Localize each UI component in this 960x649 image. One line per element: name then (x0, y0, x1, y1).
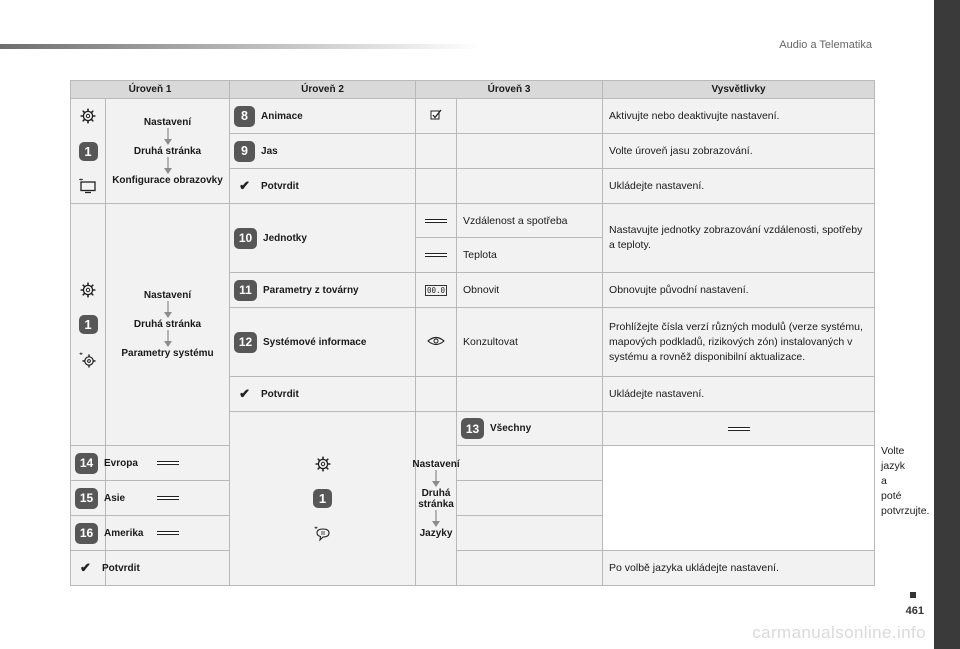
description-cell: Volte úroveň jasu zobrazování. (603, 134, 875, 169)
nav-step-settings: Nastavení (412, 458, 460, 470)
description-cell: Aktivujte nebo deaktivujte nastavení. (603, 99, 875, 134)
selection-bar-icon[interactable] (425, 253, 447, 257)
table-row (71, 446, 875, 481)
arrow-down-icon (163, 330, 173, 348)
symbol-cell (416, 377, 457, 412)
symbol-cell (416, 204, 457, 238)
nav-step-second-page: Druhá stránka (133, 319, 202, 330)
level1-nav-path (412, 412, 460, 586)
nav-step-system-params: Parametry systému (121, 348, 214, 359)
table-header-row (71, 81, 875, 99)
step-badge: 1 (313, 489, 332, 508)
description-cell: Obnovujte původní nastavení. (603, 273, 875, 308)
level1-icons (230, 412, 416, 586)
checkbox-checked-icon[interactable] (430, 109, 442, 121)
option-number-badge: 8 (234, 106, 255, 127)
value-cell (457, 516, 603, 551)
gear-icon (80, 282, 96, 298)
value-cell (457, 551, 603, 586)
eye-icon[interactable] (427, 336, 445, 346)
option-factory-settings[interactable] (230, 273, 416, 308)
option-number-badge: 14 (75, 453, 98, 474)
table-row (71, 516, 875, 551)
option-america[interactable] (71, 516, 144, 551)
selection-bar-icon[interactable] (157, 496, 179, 500)
selection-bar-icon[interactable] (425, 219, 447, 223)
header-explanations: Vysvětlivky (603, 81, 875, 99)
watermark: carmanualsonline.info (752, 623, 926, 642)
option-europe[interactable] (71, 446, 138, 481)
option-label: Amerika (104, 527, 144, 539)
table-row: 1 Nastavení Druhá stránka Jazyky 13 Všechny Volte jazyk a poté potvrzujte. (71, 412, 875, 446)
option-label: Potvrdit (261, 180, 299, 192)
description-cell: Ukládejte nastavení. (603, 377, 875, 412)
option-label: Všechny (490, 423, 532, 434)
page-number: 461 (905, 605, 924, 617)
option-animation[interactable] (230, 99, 416, 134)
selection-bar-icon[interactable] (728, 427, 750, 431)
option-number-badge: 12 (234, 332, 257, 353)
header-level-2: Úroveň 2 (230, 81, 416, 99)
right-edge-bar (934, 0, 960, 649)
table-row (71, 99, 875, 134)
step-badge: 1 (79, 315, 98, 334)
symbol-cell (416, 99, 457, 134)
description-cell: Prohlížejte čísla verzí různých modulů (verze systému, mapových podkladů, rizikových zón) instalovaných v systému a rovněž disponibilní aktualizace. (603, 308, 875, 377)
option-number-badge: 15 (75, 488, 98, 509)
selection-bar-icon[interactable] (157, 531, 179, 535)
arrow-down-icon (431, 470, 441, 488)
checkmark-icon: ✔ (80, 560, 91, 575)
page-marker (910, 592, 916, 598)
value-cell (457, 446, 603, 481)
table-row (71, 551, 875, 586)
symbol-cell (416, 169, 457, 204)
nav-step-settings: Nastavení (143, 290, 192, 301)
option-confirm[interactable] (230, 169, 416, 204)
settings-menu-table (70, 80, 930, 586)
option-all-languages[interactable] (457, 412, 603, 446)
value-cell (457, 99, 603, 134)
option-label: Potvrdit (261, 388, 299, 400)
arrow-down-icon (163, 128, 173, 146)
option-number-badge: 9 (234, 141, 255, 162)
step-badge: 1 (79, 142, 98, 161)
level1-icons (71, 99, 106, 204)
option-number-badge: 16 (75, 523, 98, 544)
checkmark-icon: ✔ (239, 178, 250, 193)
lcd-reset-icon[interactable]: 00.0 (426, 286, 446, 295)
description-cell: Nastavujte jednotky zobrazování vzdálenosti, spotřeby a teploty. (603, 204, 875, 273)
header-gradient-bar (0, 44, 480, 49)
selection-bar-icon[interactable] (157, 461, 179, 465)
option-label: Jednotky (263, 232, 307, 244)
option-brightness[interactable] (230, 134, 416, 169)
option-label: Animace (261, 110, 303, 122)
option-label: Potvrdit (102, 562, 140, 574)
header-level-1: Úroveň 1 (71, 81, 230, 99)
option-label: Asie (104, 492, 126, 504)
option-units[interactable] (230, 204, 416, 273)
option-asia[interactable] (71, 481, 126, 516)
nav-step-settings: Nastavení (143, 116, 192, 128)
value-cell (457, 134, 603, 169)
value-cell: Obnovit (457, 273, 603, 308)
arrow-down-icon (163, 157, 173, 175)
arrow-down-icon (163, 301, 173, 319)
value-cell (457, 377, 603, 412)
value-cell: Teplota (457, 238, 603, 273)
value-cell (457, 481, 603, 516)
checkmark-icon: ✔ (239, 386, 250, 401)
arrow-down-icon (431, 510, 441, 528)
header-level-3: Úroveň 3 (416, 81, 603, 99)
symbol-cell (416, 238, 457, 273)
option-label: Systémové informace (263, 336, 367, 348)
system-settings-icon (79, 352, 97, 368)
option-number-badge: 11 (234, 280, 257, 301)
option-label: Evropa (104, 457, 138, 469)
nav-step-second-page: Druhá stránka (133, 145, 202, 157)
gear-icon (80, 108, 96, 124)
level1-nav-path (106, 99, 230, 204)
description-cell: Ukládejte nastavení. (603, 169, 875, 204)
option-confirm[interactable] (71, 551, 140, 586)
option-number-badge: 13 (461, 418, 484, 439)
symbol-cell (416, 273, 457, 308)
symbol-cell (416, 308, 457, 377)
option-number-badge: 10 (234, 228, 257, 249)
nav-step-languages: Jazyky (419, 527, 453, 539)
nav-step-second-page: Druhá stránka (418, 487, 454, 510)
description-cell: Po volbě jazyka ukládejte nastavení. (603, 551, 875, 586)
option-confirm[interactable] (230, 377, 416, 412)
gear-icon (315, 456, 331, 472)
symbol-cell (416, 134, 457, 169)
table-row (71, 204, 875, 238)
table-row (71, 481, 875, 516)
value-cell: Vzdálenost a spotřeba (457, 204, 603, 238)
symbol-cell (603, 412, 875, 446)
level1-icons (71, 204, 106, 446)
level1-nav-path (106, 204, 230, 446)
language-icon (314, 526, 332, 542)
option-label: Parametry z továrny (263, 284, 359, 296)
option-label: Jas (261, 145, 278, 157)
header-title: Audio a Telematika (779, 39, 872, 51)
option-system-info[interactable] (230, 308, 416, 377)
display-screen-icon (79, 178, 97, 194)
value-cell (457, 169, 603, 204)
value-cell: Konzultovat (457, 308, 603, 377)
nav-step-screen-config: Konfigurace obrazovky (112, 174, 223, 186)
